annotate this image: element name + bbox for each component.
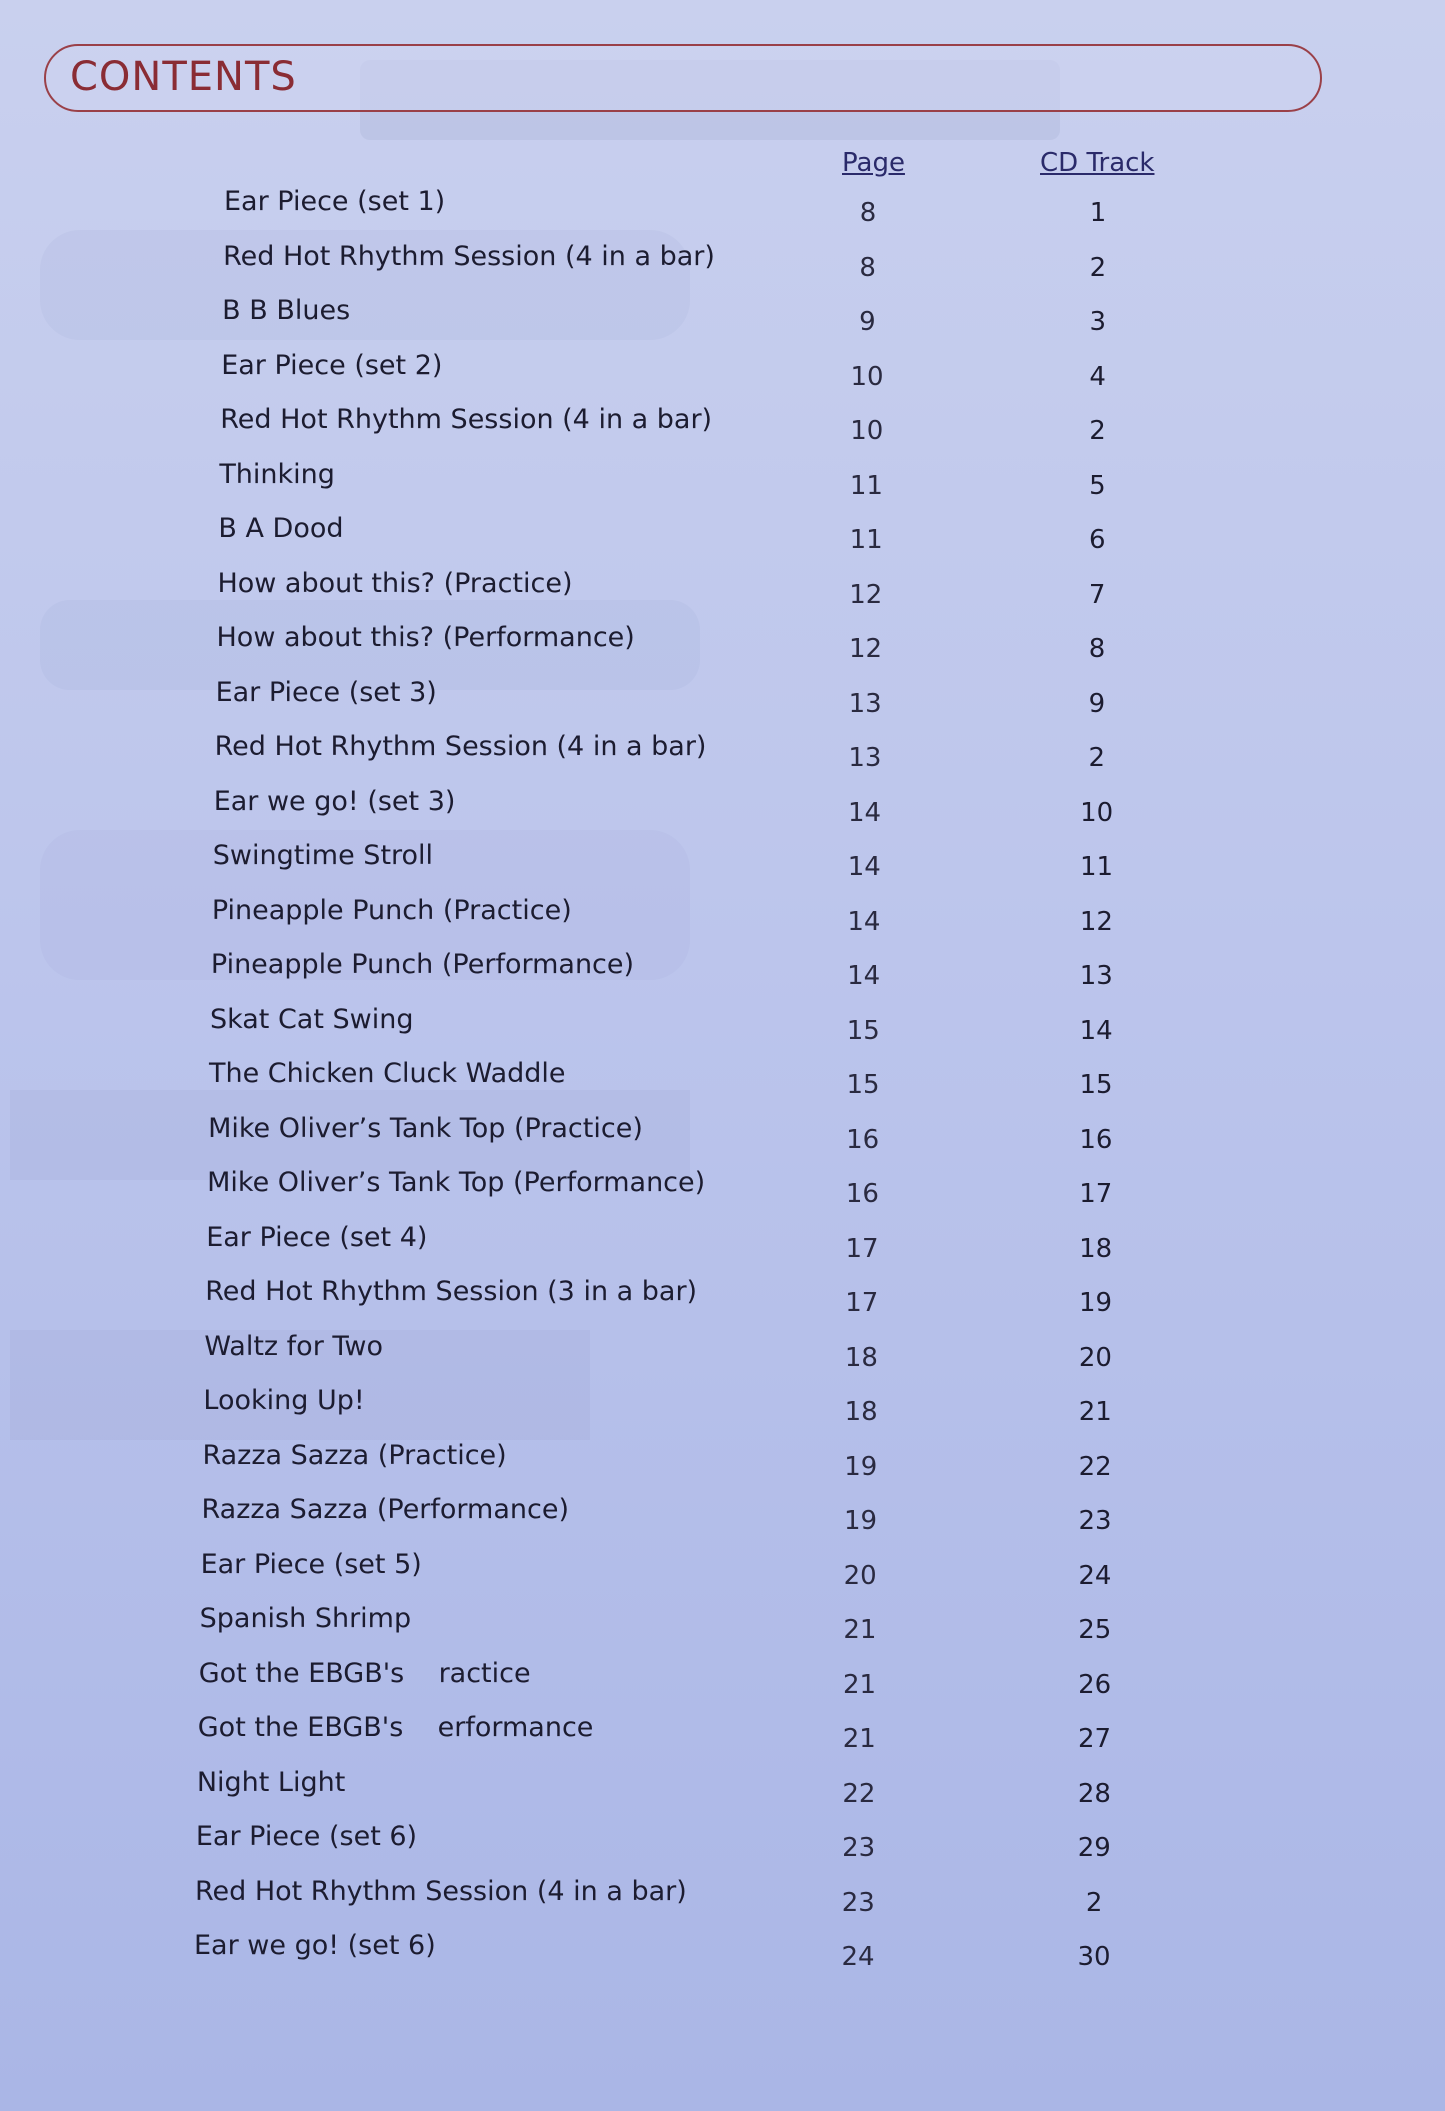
toc-cd-track: 10 [1080,797,1114,828]
toc-cd-track: 19 [1078,1288,1113,1318]
toc-page-number: 18 [844,1342,878,1373]
toc-row [0,1821,1445,1861]
toc-page-number: 10 [850,361,884,392]
toc-page-number: 16 [846,1124,880,1155]
toc-title: Got the EBGB's erformance [197,1712,594,1743]
toc-cd-track: 6 [1088,525,1106,555]
toc-row [0,350,1445,390]
toc-page-number: 11 [849,470,883,501]
toc-page-number: 21 [842,1724,876,1754]
toc-cd-track: 27 [1077,1724,1112,1754]
toc-title: Ear Piece (set 5) [200,1548,422,1580]
toc-row [0,1276,1445,1316]
toc-cd-track: 2 [1088,743,1106,773]
toc-page-number: 13 [848,688,882,719]
toc-row [0,1113,1445,1153]
toc-title: Mike Oliver’s Tank Top (Performance) [207,1167,706,1198]
toc-row [0,1767,1445,1807]
toc-page-number: 13 [848,743,882,773]
toc-page-number: 11 [849,525,883,555]
page-column-header: Page [842,148,905,178]
toc-row [0,731,1445,771]
toc-row [0,1494,1445,1534]
toc-cd-track: 12 [1079,906,1113,937]
toc-cd-track: 23 [1078,1506,1112,1536]
toc-row [0,568,1445,608]
toc-page-number: 14 [848,797,882,828]
toc-cd-track: 28 [1077,1778,1111,1809]
toc-row [0,840,1445,880]
toc-cd-track: 5 [1089,470,1106,501]
toc-row [0,677,1445,717]
toc-title: Ear Piece (set 4) [206,1221,428,1253]
toc-row [0,1930,1445,1970]
toc-row [0,1222,1445,1262]
toc-title: Mike Oliver’s Tank Top (Practice) [208,1112,643,1144]
toc-title: How about this? (Performance) [216,622,635,653]
toc-page-number: 8 [859,252,876,283]
toc-cd-track: 2 [1089,416,1106,446]
toc-page-number: 12 [848,634,883,664]
toc-cd-track: 22 [1078,1451,1112,1482]
toc-row [0,513,1445,553]
toc-title: Pineapple Punch (Practice) [211,894,572,926]
toc-cd-track: 24 [1078,1560,1112,1591]
toc-row [0,1549,1445,1589]
toc-title: Swingtime Stroll [212,840,434,871]
toc-page-number: 22 [842,1778,876,1809]
toc-cd-track: 9 [1088,688,1106,719]
toc-cd-track: 26 [1078,1669,1112,1700]
toc-cd-track: 30 [1077,1942,1111,1972]
toc-page-number: 20 [843,1560,877,1591]
toc-page-number: 14 [847,961,881,991]
toc-title: Red Hot Rhythm Session (4 in a bar) [223,240,715,272]
toc-row [0,949,1445,989]
toc-cd-track: 20 [1078,1342,1112,1373]
toc-page-number: 9 [859,307,876,337]
toc-cd-track: 2 [1089,252,1107,283]
toc-page-number: 19 [843,1506,878,1536]
toc-title: Red Hot Rhythm Session (4 in a bar) [214,731,707,762]
toc-title: Ear we go! (set 6) [194,1930,436,1961]
toc-cd-track: 1 [1089,198,1107,228]
toc-row [0,1440,1445,1480]
toc-page-number: 15 [846,1070,880,1100]
toc-cd-track: 17 [1079,1179,1113,1209]
toc-cd-track: 18 [1079,1233,1113,1264]
toc-row [0,1385,1445,1425]
toc-page-number: 15 [846,1015,880,1046]
toc-title: Red Hot Rhythm Session (4 in a bar) [194,1875,687,1907]
toc-row [0,459,1445,499]
toc-cd-track: 8 [1088,634,1106,664]
toc-row [0,295,1445,335]
toc-page-number: 14 [847,852,881,882]
toc-title: Ear we go! (set 3) [213,785,456,817]
toc-page-number: 21 [843,1669,877,1700]
toc-title: Got the EBGB's ractice [198,1657,531,1689]
toc-page-number: 17 [845,1288,879,1318]
toc-page-number: 19 [844,1451,878,1482]
toc-row [0,1603,1445,1643]
toc-row [0,1658,1445,1698]
toc-page-number: 8 [859,198,877,228]
toc-title: Waltz for Two [204,1330,384,1362]
toc-title: Red Hot Rhythm Session (4 in a bar) [220,404,713,435]
toc-cd-track: 14 [1079,1015,1113,1046]
toc-row [0,786,1445,826]
toc-title: Razza Sazza (Practice) [202,1439,507,1471]
toc-row [0,1167,1445,1207]
toc-title: The Chicken Cluck Waddle [209,1058,566,1089]
toc-page-number: 16 [845,1179,879,1209]
toc-page-number: 10 [850,416,884,446]
toc-cd-track: 4 [1089,361,1106,392]
toc-page-number: 24 [841,1942,875,1972]
contents-header-band [44,44,1322,112]
toc-row [0,1331,1445,1371]
toc-row [0,1712,1445,1752]
toc-page-number: 23 [841,1887,875,1918]
toc-page-number: 12 [849,579,883,610]
toc-cd-track: 13 [1079,961,1113,991]
toc-cd-track: 2 [1085,1887,1103,1918]
toc-title: Looking Up! [203,1385,365,1416]
toc-title: Razza Sazza (Performance) [201,1494,570,1525]
toc-cd-track: 29 [1077,1833,1111,1863]
toc-row [0,241,1445,281]
toc-row [0,895,1445,935]
toc-page-number: 21 [843,1615,877,1645]
toc-title: Spanish Shrimp [199,1603,412,1634]
toc-cd-track: 21 [1078,1397,1112,1427]
toc-cd-track: 7 [1088,579,1106,610]
toc-title: Skat Cat Swing [209,1003,414,1035]
toc-row [0,1058,1445,1098]
toc-cd-track: 16 [1079,1124,1113,1155]
toc-title: Ear Piece (set 2) [221,349,443,381]
toc-title: Ear Piece (set 6) [195,1821,418,1852]
toc-row [0,404,1445,444]
cd-track-column-header: CD Track [1040,148,1155,178]
toc-row [0,186,1445,226]
toc-title: Pineapple Punch (Performance) [210,949,635,980]
toc-page-number: 23 [842,1833,876,1863]
toc-row [0,1876,1445,1916]
toc-row [0,1004,1445,1044]
toc-title: Night Light [196,1766,346,1798]
toc-cd-track: 3 [1089,307,1107,337]
toc-cd-track: 11 [1079,852,1114,882]
toc-title: How about this? (Practice) [217,567,573,599]
toc-title: B A Dood [218,513,344,544]
toc-page-number: 14 [847,906,881,937]
toc-page-number: 17 [845,1233,879,1264]
toc-page-number: 18 [844,1397,878,1427]
toc-cd-track: 25 [1078,1615,1112,1645]
toc-title: Thinking [219,458,335,490]
toc-title: Ear Piece (set 1) [224,186,446,217]
toc-title: Ear Piece (set 3) [215,676,437,708]
toc-row [0,622,1445,662]
toc-cd-track: 15 [1079,1070,1113,1100]
toc-title: Red Hot Rhythm Session (3 in a bar) [205,1276,698,1307]
toc-title: B B Blues [222,295,351,326]
page-title: CONTENTS [70,54,297,100]
